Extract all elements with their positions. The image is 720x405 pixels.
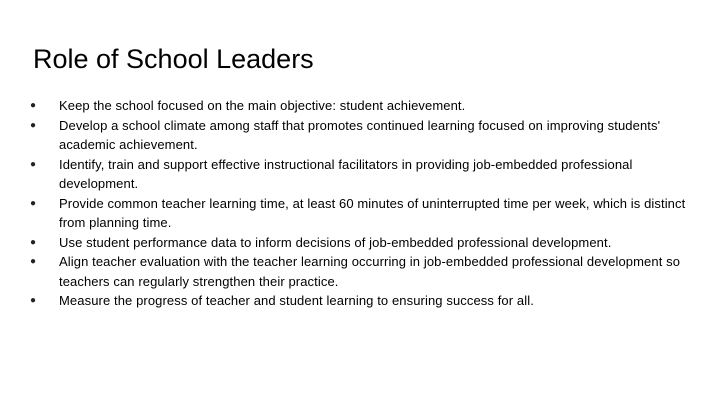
bullet-text: Measure the progress of teacher and student learning to ensuring success for all. bbox=[59, 293, 534, 308]
bullet-icon: ● bbox=[30, 100, 37, 111]
bullet-list bbox=[30, 96, 705, 311]
list-item bbox=[30, 116, 705, 155]
slide-title: Role of School Leaders bbox=[33, 44, 314, 74]
bullet-icon: ● bbox=[30, 197, 37, 209]
list-item bbox=[30, 252, 705, 291]
bullet-icon: ● bbox=[30, 256, 37, 267]
bullet-text: Identify, train and support effective instructional facilitators in providing job-embedded professional development. bbox=[59, 156, 633, 191]
list-item bbox=[30, 233, 705, 253]
bullet-text: Align teacher evaluation with the teacher learning occurring in job-embedded professional development so teachers can regularly strengthen their practice. bbox=[59, 254, 681, 289]
bullet-text: Develop a school climate among staff that promotes continued learning focused on improving students' academic achievement. bbox=[59, 117, 661, 152]
bullet-text: Use student performance data to inform decisions of job-embedded professional development. bbox=[59, 234, 612, 250]
list-item bbox=[30, 155, 705, 194]
list-item bbox=[30, 291, 705, 311]
list-item bbox=[30, 194, 705, 233]
bullet-text: Keep the school focused on the main objective: student achievement. bbox=[59, 98, 466, 113]
bullet-icon: ● bbox=[30, 158, 37, 170]
bullet-icon: ● bbox=[30, 236, 37, 248]
bullet-icon: ● bbox=[30, 119, 37, 131]
bullet-icon: ● bbox=[30, 295, 37, 306]
bullet-text: Provide common teacher learning time, at least 60 minutes of uninterrupted time per week, which is distinct from planning time. bbox=[59, 195, 686, 230]
list-item bbox=[30, 96, 705, 116]
